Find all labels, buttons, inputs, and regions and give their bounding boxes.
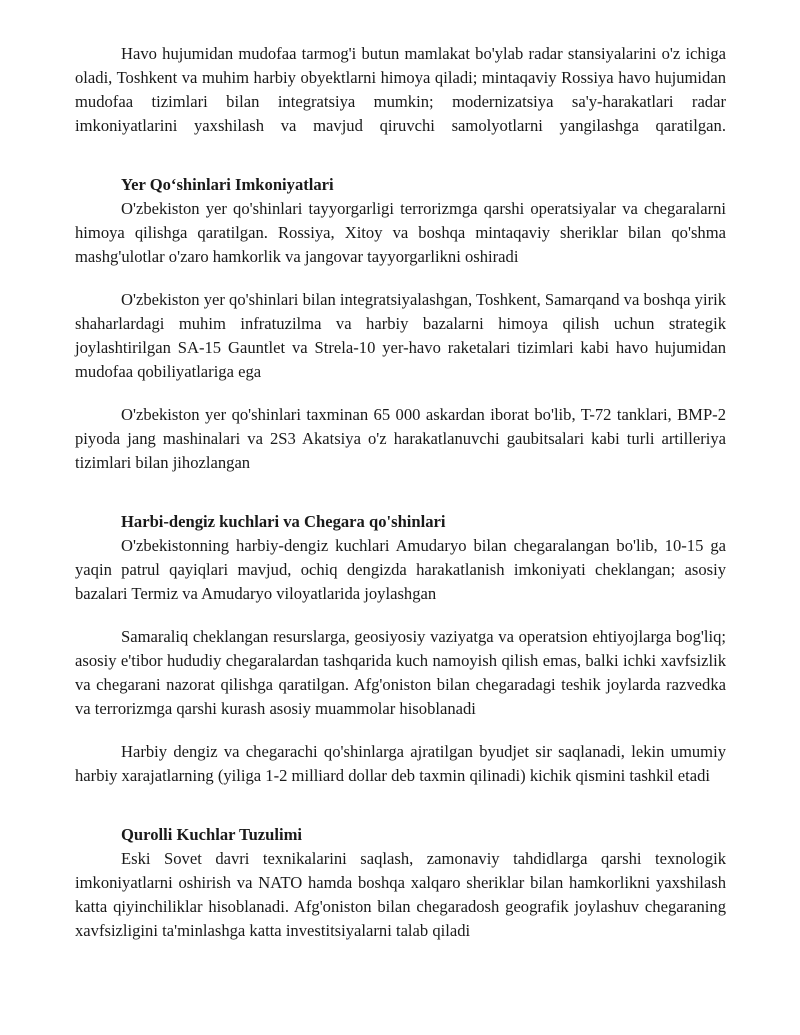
ground-forces-paragraph-1: O'zbekiston yer qo'shinlari tayyorgarligi terrorizmga qarshi operatsiyalar va chegaralarni himoya qilishga qaratilgan. Rossiya, Xitoy va boshqa mintaqaviy sheriklar bilan qo'shma mashg'ulotlar o'zaro hamkorlik va jangovar tayyorgarlikni oshiradi bbox=[75, 199, 726, 266]
armed-forces-structure-paragraph: Eski Sovet davri texnikalarini saqlash, zamonaviy tahdidlarga qarshi texnologik imkoniyatlarni oshirish va NATO hamda boshqa xalqaro sheriklar bilan hamkorlikni yaxshilash katta qiyinchiliklar hisoblanadi. Afg'oniston bilan chegaradosh geografik joylashuv chegaraning xavfsizligini ta'minlashga katta investitsiyalarni talab qiladi bbox=[75, 849, 726, 940]
naval-border-paragraph-3: Harbiy dengiz va chegarachi qo'shinlarga ajratilgan byudjet sir saqlanadi, lekin umumiy harbiy xarajatlarning (yiliga 1-2 milliard dollar deb taxmin qilinadi) kichik qismini tashkil etadi bbox=[75, 742, 726, 785]
document-page bbox=[75, 42, 726, 943]
naval-border-paragraph-1: O'zbekistonning harbiy-dengiz kuchlari Amudaryo bilan chegaralangan bo'lib, 10-15 ga yaqin patrul qayiqlari mavjud, ochiq dengizda harakatlanish imkoniyati cheklangan; asosiy bazalari Termiz va Amudaryo viloyatlarida joylashgan bbox=[75, 536, 726, 603]
armed-forces-structure-heading: Qurolli Kuchlar Tuzulimi bbox=[121, 825, 303, 844]
naval-border-paragraph-2: Samaraliq cheklangan resurslarga, geosiyosiy vaziyatga va operatsion ehtiyojlarga bog'liq; asosiy e'tibor hududiy chegaralardan tashqarida kuch namoyish qilish emas, balki ichki xavfsizlik va chegarani nazorat qilishga qaratilgan. Afg'oniston bilan chegaradagi teshik joylarda razvedka va terrorizmga qarshi kurash asosiy muammolar hisoblanadi bbox=[75, 627, 726, 718]
ground-forces-heading: Yer Qo‘shinlari Imkoniyatlari bbox=[121, 175, 334, 194]
ground-forces-paragraph-2: O'zbekiston yer qo'shinlari bilan integratsiyalashgan, Toshkent, Samarqand va boshqa yirik shaharlardagi muhim infratuzilma va harbiy bazalarni himoya qilish uchun strategik joylashtirilgan SA-15 Gauntlet va Strela-10 yer-havo raketalari tizimlari kabi havo hujumidan mudofaa qobiliyatlariga ega bbox=[75, 290, 726, 381]
ground-forces-paragraph-3: O'zbekiston yer qo'shinlari taxminan 65 000 askardan iborat bo'lib, T-72 tanklari, BMP-2 piyoda jang mashinalari va 2S3 Akatsiya o'z harakatlanuvchi gaubitsalari kabi turli artilleriya tizimlari bilan jihozlangan bbox=[75, 405, 726, 472]
air-defense-paragraph: Havo hujumidan mudofaa tarmog'i butun mamlakat bo'ylab radar stansiyalarini o'z ichiga oladi, Toshkent va muhim harbiy obyektlarni himoya qiladi; mintaqaviy Rossiya havo hujumidan mudofaa tizimlari bilan integratsiya mumkin; modernizatsiya sa'y-harakatlari radar imkoniyatlarini yaxshilash va mavjud qiruvchi samolyotlarni yangilashga qaratilgan. bbox=[75, 44, 726, 135]
naval-border-heading: Harbi-dengiz kuchlari va Chegara qo'shinlari bbox=[121, 512, 446, 531]
